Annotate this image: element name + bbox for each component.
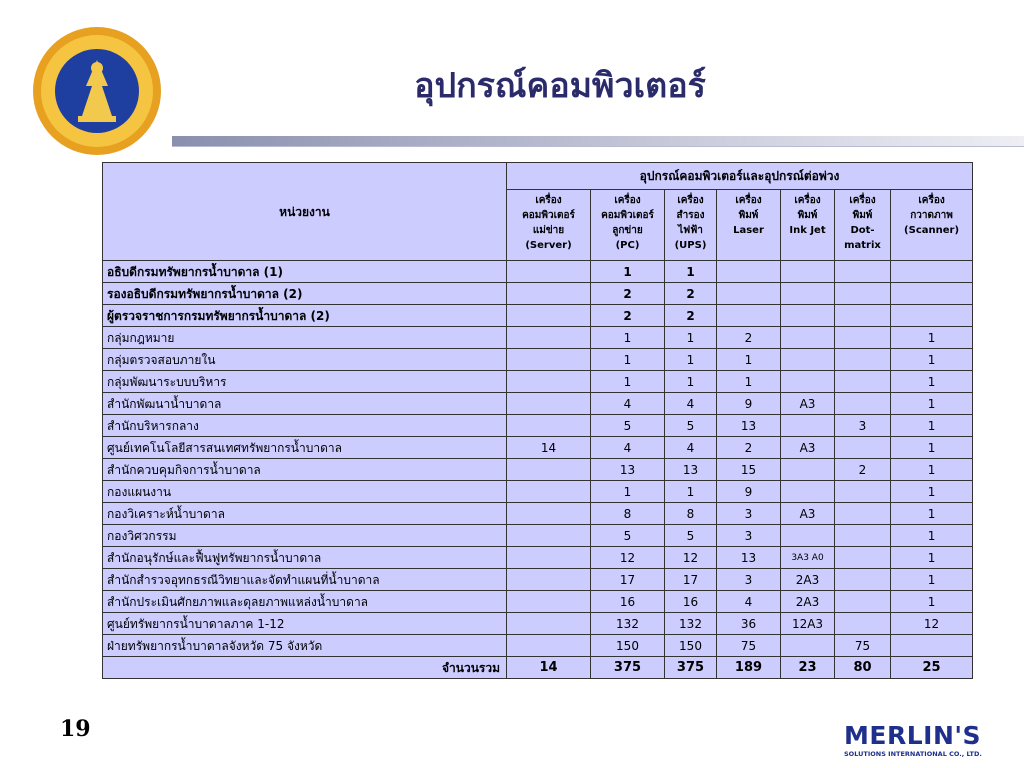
value-cell: 2 xyxy=(665,283,717,305)
total-row xyxy=(103,657,973,679)
value-cell: 17 xyxy=(665,569,717,591)
dept-cell: กองวิศวกรรม xyxy=(103,525,507,547)
value-cell xyxy=(717,283,781,305)
value-cell xyxy=(507,261,591,283)
value-cell: 3 xyxy=(717,569,781,591)
value-cell: 3A3 A0 xyxy=(781,547,835,569)
value-cell: 1 xyxy=(891,547,973,569)
dept-cell: สำนักพัฒนาน้ำบาดาล xyxy=(103,393,507,415)
value-cell: 1 xyxy=(891,569,973,591)
department-emblem-icon xyxy=(30,24,164,158)
dept-cell: สำนักสำรวจอุทกธรณีวิทยาและจัดทำแผนที่น้ำบาดาล xyxy=(103,569,507,591)
total-value-cell: 23 xyxy=(781,657,835,679)
value-cell xyxy=(507,525,591,547)
value-cell xyxy=(835,261,891,283)
value-cell xyxy=(835,327,891,349)
value-cell: 1 xyxy=(891,459,973,481)
value-cell: 4 xyxy=(665,437,717,459)
value-cell xyxy=(781,261,835,283)
value-cell: 13 xyxy=(717,547,781,569)
value-cell: 1 xyxy=(665,481,717,503)
column-header-line: เครื่อง xyxy=(614,195,641,206)
column-header-line: กวาดภาพ xyxy=(910,210,953,221)
column-header-line: พิมพ์ xyxy=(797,210,818,221)
value-cell: 15 xyxy=(717,459,781,481)
value-cell: 3 xyxy=(717,503,781,525)
value-cell xyxy=(781,305,835,327)
value-cell xyxy=(507,481,591,503)
column-header-line: แม่ข่าย xyxy=(532,225,565,236)
value-cell: 5 xyxy=(665,525,717,547)
value-cell: 2A3 xyxy=(781,569,835,591)
value-cell: 1 xyxy=(891,415,973,437)
value-cell xyxy=(835,613,891,635)
dept-cell: สำนักประเมินศักยภาพและดุลยภาพแหล่งน้ำบาดาล xyxy=(103,591,507,613)
table-row xyxy=(103,503,973,525)
value-cell: 12A3 xyxy=(781,613,835,635)
value-cell xyxy=(835,547,891,569)
value-cell: 5 xyxy=(665,415,717,437)
column-header-line: เครื่อง xyxy=(794,195,821,206)
column-header-line: เครื่อง xyxy=(535,195,562,206)
table-row xyxy=(103,261,973,283)
column-header-line: matrix xyxy=(844,240,881,251)
table-row xyxy=(103,591,973,613)
dept-cell: กองแผนงาน xyxy=(103,481,507,503)
value-cell xyxy=(507,547,591,569)
column-header-line: เครื่อง xyxy=(735,195,762,206)
column-header xyxy=(781,190,835,261)
total-value-cell: 189 xyxy=(717,657,781,679)
value-cell: 1 xyxy=(591,371,665,393)
value-cell: 2 xyxy=(591,283,665,305)
value-cell xyxy=(781,371,835,393)
value-cell xyxy=(891,305,973,327)
value-cell: 16 xyxy=(591,591,665,613)
dept-cell: ศูนย์ทรัพยากรน้ำบาดาลภาค 1-12 xyxy=(103,613,507,635)
value-cell xyxy=(507,503,591,525)
column-header-line: พิมพ์ xyxy=(852,210,873,221)
value-cell: 9 xyxy=(717,393,781,415)
value-cell xyxy=(507,613,591,635)
value-cell: 36 xyxy=(717,613,781,635)
group-header: อุปกรณ์คอมพิวเตอร์และอุปกรณ์ต่อพ่วง xyxy=(507,163,973,190)
table-body xyxy=(103,261,973,679)
department-logo xyxy=(30,24,164,158)
value-cell: A3 xyxy=(781,393,835,415)
value-cell: 13 xyxy=(665,459,717,481)
column-header-line: เครื่อง xyxy=(677,195,704,206)
value-cell xyxy=(891,635,973,657)
value-cell: 4 xyxy=(717,591,781,613)
dept-cell: สำนักอนุรักษ์และฟื้นฟูทรัพยากรน้ำบาดาล xyxy=(103,547,507,569)
value-cell: 8 xyxy=(665,503,717,525)
value-cell xyxy=(507,415,591,437)
table-row xyxy=(103,437,973,459)
column-header-line: ไฟฟ้า xyxy=(678,225,703,236)
value-cell: 12 xyxy=(591,547,665,569)
value-cell: 1 xyxy=(717,371,781,393)
value-cell: 4 xyxy=(591,393,665,415)
value-cell xyxy=(507,349,591,371)
value-cell xyxy=(781,459,835,481)
value-cell: 1 xyxy=(891,503,973,525)
value-cell: 1 xyxy=(891,393,973,415)
dept-cell: สำนักบริหารกลาง xyxy=(103,415,507,437)
brand-name: MERLIN'S xyxy=(844,721,982,750)
value-cell xyxy=(507,393,591,415)
table-row xyxy=(103,525,973,547)
table-row xyxy=(103,415,973,437)
column-header-line: เครื่อง xyxy=(849,195,876,206)
value-cell: 1 xyxy=(591,261,665,283)
value-cell: 1 xyxy=(891,349,973,371)
column-header xyxy=(665,190,717,261)
dept-cell: กองวิเคราะห์น้ำบาดาล xyxy=(103,503,507,525)
value-cell: 1 xyxy=(891,371,973,393)
value-cell: 2 xyxy=(665,305,717,327)
value-cell: 5 xyxy=(591,525,665,547)
value-cell: 1 xyxy=(665,327,717,349)
table-row xyxy=(103,283,973,305)
value-cell xyxy=(835,305,891,327)
total-value-cell: 14 xyxy=(507,657,591,679)
value-cell xyxy=(717,261,781,283)
value-cell: 1 xyxy=(891,591,973,613)
value-cell: 2A3 xyxy=(781,591,835,613)
value-cell xyxy=(835,437,891,459)
table-row xyxy=(103,569,973,591)
total-value-cell: 375 xyxy=(591,657,665,679)
table-row xyxy=(103,393,973,415)
value-cell: 1 xyxy=(591,481,665,503)
value-cell xyxy=(507,327,591,349)
value-cell: 1 xyxy=(591,349,665,371)
value-cell: 5 xyxy=(591,415,665,437)
value-cell: 1 xyxy=(665,349,717,371)
table-row xyxy=(103,305,973,327)
column-header-line: (UPS) xyxy=(674,240,707,251)
dept-header: หน่วยงาน xyxy=(103,163,507,261)
total-value-cell: 375 xyxy=(665,657,717,679)
value-cell xyxy=(891,283,973,305)
value-cell xyxy=(507,569,591,591)
value-cell xyxy=(835,569,891,591)
column-header-line: Laser xyxy=(733,225,764,236)
value-cell: 8 xyxy=(591,503,665,525)
dept-cell: ผู้ตรวจราชการกรมทรัพยากรน้ำบาดาล (2) xyxy=(103,305,507,327)
value-cell: 17 xyxy=(591,569,665,591)
value-cell xyxy=(507,283,591,305)
value-cell: 12 xyxy=(665,547,717,569)
column-header xyxy=(507,190,591,261)
value-cell xyxy=(781,283,835,305)
dept-cell: กลุ่มพัฒนาระบบบริหาร xyxy=(103,371,507,393)
column-header-line: Dot- xyxy=(850,225,875,236)
value-cell: 16 xyxy=(665,591,717,613)
title-rule xyxy=(172,136,1024,146)
value-cell: 2 xyxy=(835,459,891,481)
table-row xyxy=(103,613,973,635)
value-cell: 1 xyxy=(891,437,973,459)
title-rule-line xyxy=(172,146,1024,147)
value-cell: 12 xyxy=(891,613,973,635)
total-value-cell: 25 xyxy=(891,657,973,679)
value-cell: 4 xyxy=(591,437,665,459)
value-cell: 13 xyxy=(591,459,665,481)
column-header-line: ลูกข่าย xyxy=(612,225,643,236)
brand-subtitle: SOLUTIONS INTERNATIONAL CO., LTD. xyxy=(844,750,982,758)
table-row xyxy=(103,547,973,569)
value-cell xyxy=(835,393,891,415)
column-header-line: (PC) xyxy=(615,240,640,251)
table-row xyxy=(103,349,973,371)
value-cell: 13 xyxy=(717,415,781,437)
value-cell: 14 xyxy=(507,437,591,459)
value-cell: 3 xyxy=(835,415,891,437)
value-cell xyxy=(781,415,835,437)
value-cell: 1 xyxy=(591,327,665,349)
column-header-line: เครื่อง xyxy=(918,195,945,206)
value-cell xyxy=(835,283,891,305)
value-cell xyxy=(507,635,591,657)
value-cell xyxy=(781,349,835,371)
column-header-line: คอมพิวเตอร์ xyxy=(522,210,575,221)
column-header xyxy=(891,190,973,261)
value-cell: 1 xyxy=(891,481,973,503)
table-row xyxy=(103,371,973,393)
value-cell xyxy=(835,349,891,371)
value-cell xyxy=(781,525,835,547)
equipment-table xyxy=(102,162,973,679)
page-title: อุปกรณ์คอมพิวเตอร์ xyxy=(414,66,706,106)
column-header-line: สำรอง xyxy=(676,210,705,221)
value-cell: A3 xyxy=(781,437,835,459)
value-cell: 2 xyxy=(717,327,781,349)
value-cell: 9 xyxy=(717,481,781,503)
value-cell: 75 xyxy=(835,635,891,657)
dept-cell: อธิบดีกรมทรัพยากรน้ำบาดาล (1) xyxy=(103,261,507,283)
value-cell: 75 xyxy=(717,635,781,657)
value-cell: 1 xyxy=(891,327,973,349)
value-cell xyxy=(781,481,835,503)
total-label: จำนวนรวม xyxy=(103,657,507,679)
dept-cell: สำนักควบคุมกิจการน้ำบาดาล xyxy=(103,459,507,481)
column-header-line: คอมพิวเตอร์ xyxy=(601,210,654,221)
value-cell: 2 xyxy=(591,305,665,327)
dept-cell: ศูนย์เทคโนโลยีสารสนเทศทรัพยากรน้ำบาดาล xyxy=(103,437,507,459)
table-row xyxy=(103,327,973,349)
column-header xyxy=(591,190,665,261)
value-cell: 2 xyxy=(717,437,781,459)
value-cell: A3 xyxy=(781,503,835,525)
value-cell: 3 xyxy=(717,525,781,547)
dept-cell: กลุ่มกฎหมาย xyxy=(103,327,507,349)
value-cell xyxy=(835,481,891,503)
value-cell xyxy=(835,525,891,547)
value-cell xyxy=(835,371,891,393)
value-cell xyxy=(781,635,835,657)
brand-logo xyxy=(844,722,1014,762)
value-cell xyxy=(507,459,591,481)
dept-cell: ฝ่ายทรัพยากรน้ำบาดาลจังหวัด 75 จังหวัด xyxy=(103,635,507,657)
dept-cell: รองอธิบดีกรมทรัพยากรน้ำบาดาล (2) xyxy=(103,283,507,305)
value-cell xyxy=(835,591,891,613)
dept-cell: กลุ่มตรวจสอบภายใน xyxy=(103,349,507,371)
value-cell xyxy=(891,261,973,283)
value-cell: 1 xyxy=(891,525,973,547)
value-cell: 132 xyxy=(665,613,717,635)
value-cell xyxy=(507,305,591,327)
column-header-line: (Server) xyxy=(525,240,572,251)
value-cell xyxy=(507,371,591,393)
value-cell: 132 xyxy=(591,613,665,635)
value-cell xyxy=(835,503,891,525)
value-cell xyxy=(717,305,781,327)
value-cell xyxy=(507,591,591,613)
page-number: 19 xyxy=(60,716,91,742)
value-cell xyxy=(781,327,835,349)
value-cell: 150 xyxy=(665,635,717,657)
total-value-cell: 80 xyxy=(835,657,891,679)
value-cell: 1 xyxy=(717,349,781,371)
column-header xyxy=(717,190,781,261)
table-row xyxy=(103,635,973,657)
column-header xyxy=(835,190,891,261)
value-cell: 1 xyxy=(665,371,717,393)
column-header-line: (Scanner) xyxy=(904,225,960,236)
table-row xyxy=(103,481,973,503)
column-header-line: Ink Jet xyxy=(789,225,826,236)
table-row xyxy=(103,459,973,481)
column-header-line: พิมพ์ xyxy=(738,210,759,221)
value-cell: 1 xyxy=(665,261,717,283)
value-cell: 4 xyxy=(665,393,717,415)
value-cell: 150 xyxy=(591,635,665,657)
